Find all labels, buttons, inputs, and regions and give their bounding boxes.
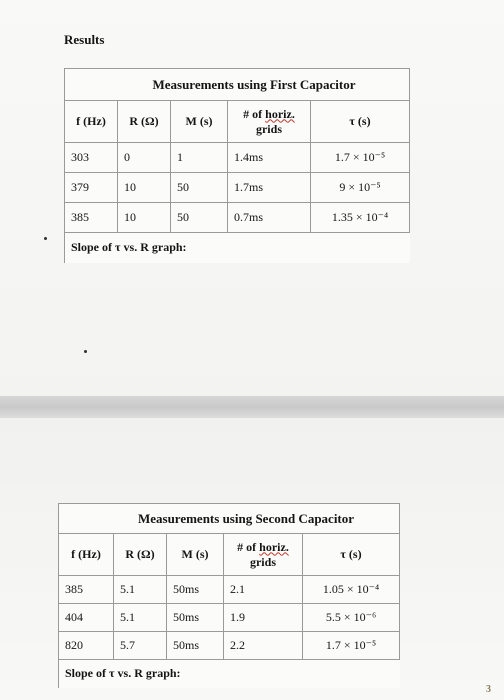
cell-m: 50ms — [167, 632, 224, 660]
cell-r: 5.7 — [114, 632, 167, 660]
table-row — [65, 173, 410, 203]
table-row — [59, 576, 400, 604]
cell-grids: 2.1 — [224, 576, 303, 604]
cell-tau: 1.7 × 10⁻⁵ — [303, 632, 400, 660]
cell-f: 303 — [65, 143, 118, 173]
table-row — [59, 632, 400, 660]
cell-f: 379 — [65, 173, 118, 203]
cell-grids: 2.2 — [224, 632, 303, 660]
table-caption: Measurements using First Capacitor — [65, 69, 410, 101]
second-capacitor-table — [58, 503, 400, 688]
header-horiz-grids — [224, 534, 303, 576]
cell-f: 385 — [59, 576, 114, 604]
header-tau: τ (s) — [303, 534, 400, 576]
header-of: # of — [237, 539, 257, 554]
cell-m: 50ms — [167, 604, 224, 632]
cell-m: 50 — [171, 203, 228, 233]
header-resistance: R (Ω) — [118, 101, 171, 143]
stray-mark — [44, 237, 47, 240]
cell-grids: 1.4ms — [228, 143, 311, 173]
page-mark: 3 — [486, 684, 491, 695]
header-grids: grids — [249, 554, 276, 569]
table-caption: Measurements using Second Capacitor — [59, 504, 400, 534]
cell-f: 820 — [59, 632, 114, 660]
cell-f: 385 — [65, 203, 118, 233]
header-m: M (s) — [167, 534, 224, 576]
first-capacitor-table — [64, 68, 410, 263]
cell-m: 1 — [171, 143, 228, 173]
header-frequency: f (Hz) — [59, 534, 114, 576]
header-horiz: horiz. — [259, 539, 289, 554]
cell-r: 5.1 — [114, 576, 167, 604]
header-horiz: horiz. — [265, 106, 295, 121]
cell-grids: 1.7ms — [228, 173, 311, 203]
page-divider — [0, 396, 504, 418]
results-heading: Results — [64, 32, 105, 47]
cell-grids: 0.7ms — [228, 203, 311, 233]
slope-label: Slope of τ vs. R graph: — [59, 660, 400, 688]
header-m: M (s) — [171, 101, 228, 143]
cell-tau: 9 × 10⁻⁵ — [311, 173, 410, 203]
cell-m: 50 — [171, 173, 228, 203]
cell-r: 0 — [118, 143, 171, 173]
header-grids: grids — [255, 121, 282, 136]
table-row — [65, 203, 410, 233]
cell-r: 10 — [118, 173, 171, 203]
header-tau: τ (s) — [311, 101, 410, 143]
stray-mark — [84, 350, 87, 353]
cell-f: 404 — [59, 604, 114, 632]
cell-tau: 1.7 × 10⁻⁵ — [311, 143, 410, 173]
cell-grids: 1.9 — [224, 604, 303, 632]
cell-tau: 1.35 × 10⁻⁴ — [311, 203, 410, 233]
header-resistance: R (Ω) — [114, 534, 167, 576]
header-horiz-grids — [228, 101, 311, 143]
cell-r: 10 — [118, 203, 171, 233]
cell-r: 5.1 — [114, 604, 167, 632]
cell-m: 50ms — [167, 576, 224, 604]
slope-label: Slope of τ vs. R graph: — [65, 233, 410, 263]
header-of: # of — [243, 106, 263, 121]
table-row — [59, 604, 400, 632]
cell-tau: 1.05 × 10⁻⁴ — [303, 576, 400, 604]
header-frequency: f (Hz) — [65, 101, 118, 143]
table-row — [65, 143, 410, 173]
cell-tau: 5.5 × 10⁻⁶ — [303, 604, 400, 632]
